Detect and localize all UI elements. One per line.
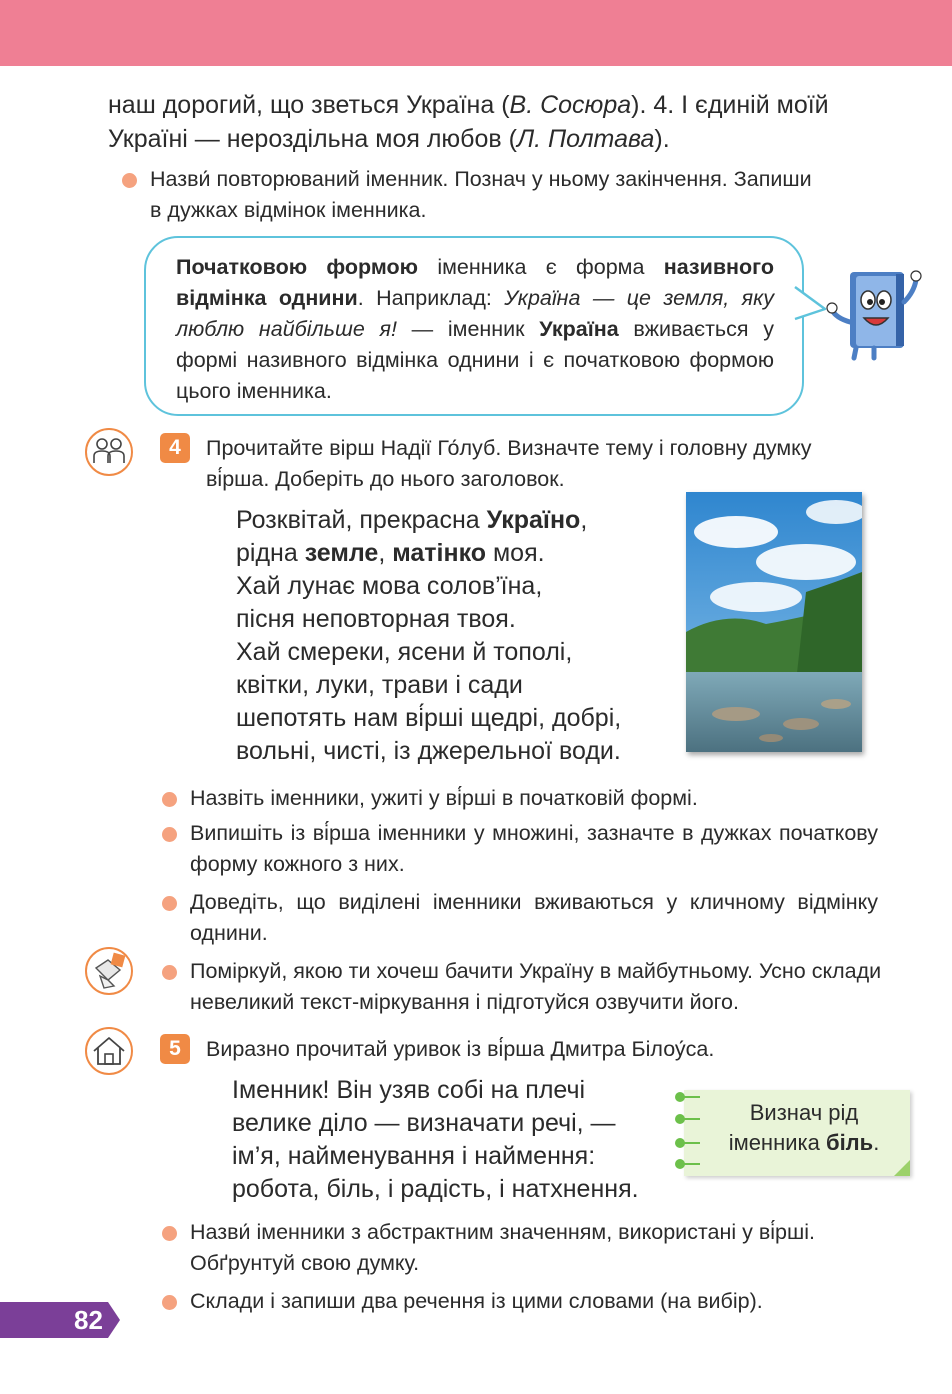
landscape-photo: [686, 492, 862, 752]
poem-noun: Іменник! Він узяв собі на плечі велике діло — визначати речі, — ім’я, найменування і наймення: робота, біль, і радість, і натхнення.: [232, 1076, 639, 1203]
note-pin-icon: [674, 1113, 700, 1125]
bullet-item: Випишіть із ві́рша іменники у множині, зазначте в дужках початкову форму кожного з них.: [190, 818, 878, 880]
bullet-item: Поміркуй, якою ти хочеш бачити Україну в майбутньому. Усно склади невеликий текст-міркування і підготуйся озвучити його.: [190, 956, 890, 1018]
note-fold: [894, 1160, 910, 1176]
bullet-dot: [162, 965, 177, 980]
task-5-instruction: Виразно прочитай уривок із ві́рша Дмитра Білоу́са.: [206, 1037, 715, 1061]
page-number-tab: [0, 1302, 120, 1338]
bullet-dot: [162, 1295, 177, 1310]
header-bar: [0, 0, 952, 66]
task-number-4: 4: [160, 433, 190, 463]
sticky-note: [684, 1090, 910, 1176]
bullet-dot: [162, 1226, 177, 1241]
note-text: Визнач рід іменника біль.: [728, 1100, 880, 1155]
poem-ukraine: Розквітай, прекрасна Україно, рідна земле, матінко моя. Хай лунає мова солов’їна, пісня неповторная твоя. Хай смереки, ясени й тополі, квітки, луки, трави і сади шепотять нам ві́рші щедрі, добрі, вольні, чисті, із джерельної води.: [236, 506, 622, 765]
bullet-item: Доведіть, що виділені іменники вживаються у кличному відмінку однини.: [190, 887, 878, 949]
bullet-item: Назви́ повторюваний іменник. Познач у ньому закінчення. Запиши в дужках відмінок іменника.: [150, 164, 890, 226]
bullet-dot: [122, 173, 137, 188]
intro-paragraph: наш дорогий, що зветься Україна (В. Сосюра). 4. І єдиній моїй Україні — нероздільна моя любов (Л. Полтава).: [108, 91, 829, 153]
bullet-dot: [162, 896, 177, 911]
task-4-instruction: Прочитайте вірш Надії Го́луб. Визначте тему і головну думку ві́рша. Доберіть до нього заголовок.: [206, 436, 812, 491]
puzzle-icon: [84, 946, 134, 996]
bullet-dot: [162, 827, 177, 842]
pair-work-icon: [84, 427, 134, 477]
task-number-5: 5: [160, 1034, 190, 1064]
book-mascot-icon: [826, 262, 926, 362]
rule-bubble: Початковою формою іменника є форма називного відмінка однини. Наприклад: Україна — це земля, яку люблю найбільше я! — іменник Україна вживається у формі називного відмінка однини і є початковою формою цього іменника.: [144, 236, 804, 416]
bullet-item: Назви́ іменники з абстрактним значенням, використані у ві́рші. Обґрунтуй свою думку.: [190, 1217, 890, 1279]
note-pin-icon: [674, 1158, 700, 1170]
home-icon: [84, 1026, 134, 1076]
note-pin-icon: [674, 1137, 700, 1149]
bullet-item: Склади і запиши два речення із цими словами (на вибір).: [190, 1286, 890, 1317]
note-pin-icon: [674, 1091, 700, 1103]
bubble-tail: [793, 283, 827, 323]
bullet-dot: [162, 792, 177, 807]
page-number: 82: [74, 1305, 103, 1335]
bullet-item: Назвіть іменники, ужиті у ві́рші в початковій формі.: [190, 783, 890, 814]
